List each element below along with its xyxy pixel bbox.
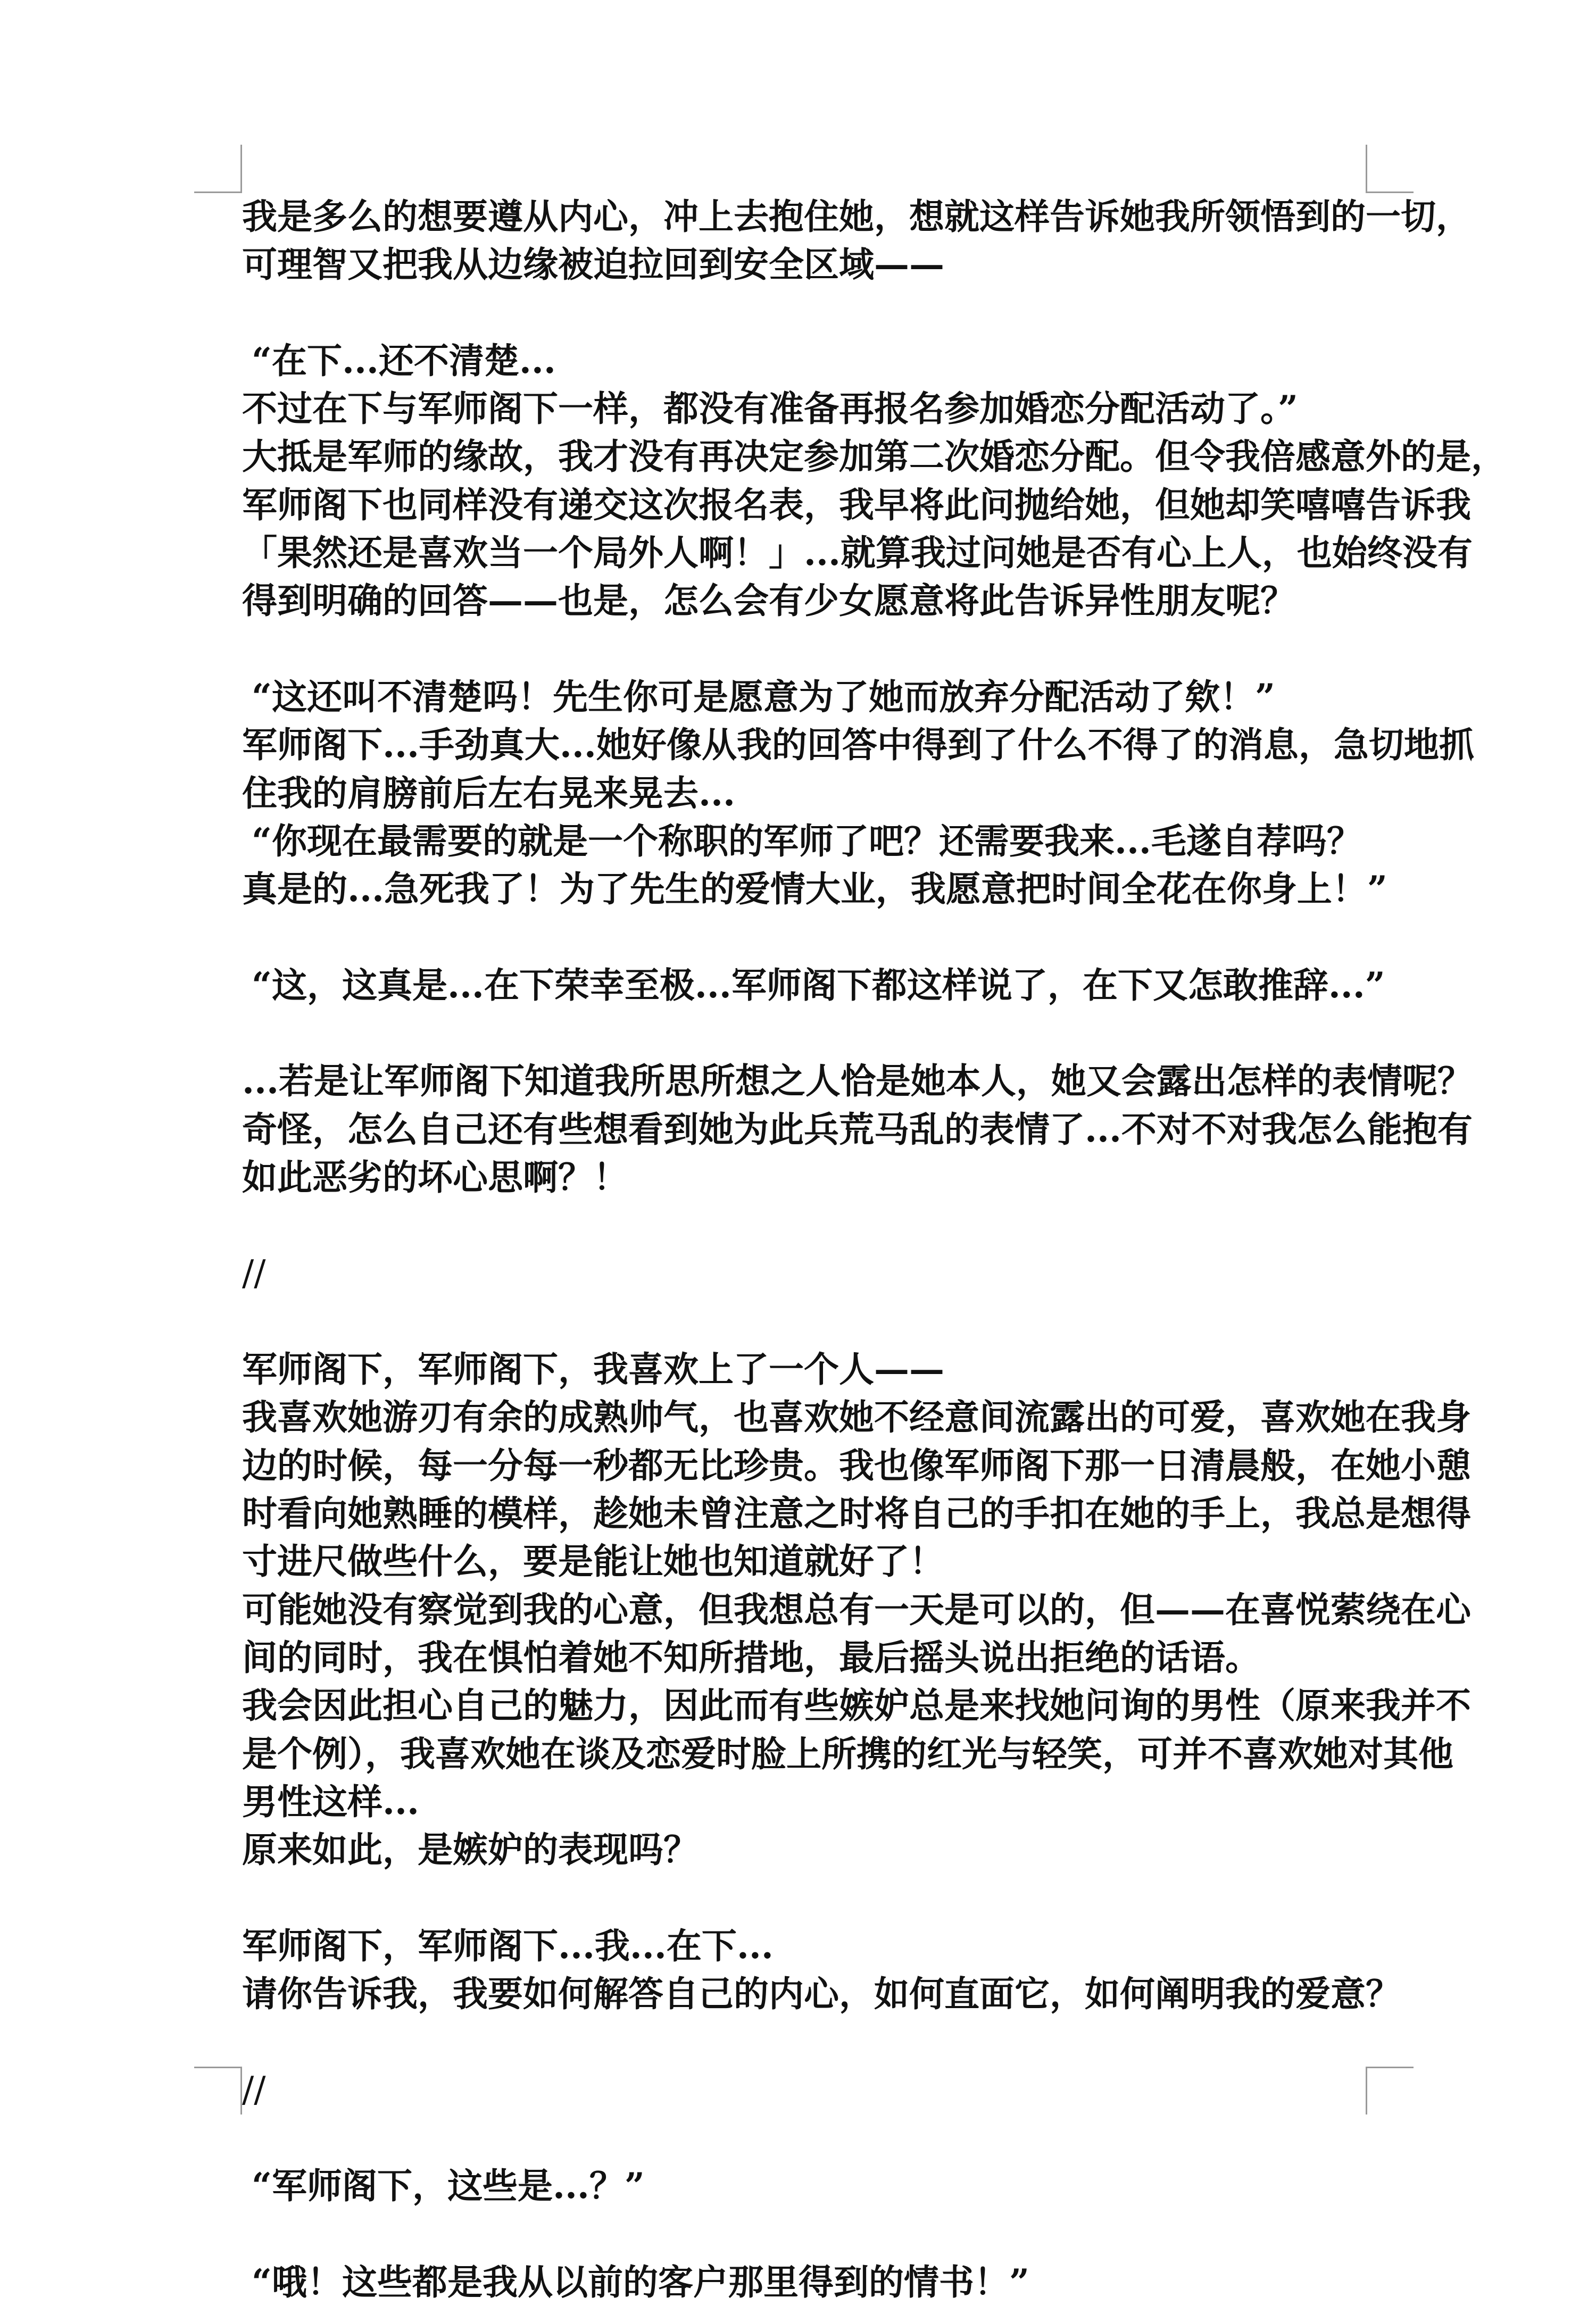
blank-line (242, 2018, 1370, 2066)
text-line: 可理智又把我从边缘被迫拉回到安全区域—— (242, 244, 944, 286)
blank-line (242, 625, 1370, 673)
text-line: 住我的肩膀前后左右晃来晃去... (242, 772, 735, 814)
text-line: 不过在下与军师阁下一样，都没有准备再报名参加婚恋分配活动了。” (242, 388, 1298, 430)
text-line: 可能她没有察觉到我的心意，但我想总有一天是可以的，但——在喜悦萦绕在心 (242, 1588, 1471, 1630)
text-line: “这，这真是...在下荣幸至极...军师阁下都这样说了，在下又怎敢推辞...” (252, 964, 1385, 1006)
text-line: 大抵是军师的缘故，我才没有再决定参加第二次婚恋分配。但令我倍感意外的是， (242, 436, 1506, 478)
text-line: 我是多么的想要遵从内心，冲上去抱住她，想就这样告诉她我所领悟到的一切， (242, 196, 1471, 237)
text-line: “你现在最需要的就是一个称职的军师了吧？还需要我来...毛遂自荐吗？ (252, 820, 1362, 862)
text-line: 间的同时，我在惧怕着她不知所措地，最后摇头说出拒绝的话语。 (242, 1636, 1260, 1678)
text-line: 原来如此，是嫉妒的表现吗？ (242, 1829, 699, 1871)
text-line: 男性这样... (242, 1780, 419, 1822)
text-line: 请你告诉我，我要如何解答自己的内心，如何直面它，如何阐明我的爱意？ (242, 1972, 1401, 2014)
crop-mark-top-left-vertical (240, 145, 242, 193)
text-line: “军师阁下，这些是...？” (252, 2165, 645, 2207)
text-line: 时看向她熟睡的模样，趁她未曾注意之时将自己的手扣在她的手上，我总是想得 (242, 1493, 1471, 1535)
crop-mark-bottom-right-horizontal (1366, 2067, 1414, 2068)
text-line: “哦！这些都是我从以前的客户那里得到的情书！” (252, 2261, 1029, 2303)
blank-line (242, 1201, 1370, 1249)
text-line: 奇怪，怎么自己还有些想看到她为此兵荒马乱的表情了...不对不对我怎么能抱有 (242, 1108, 1473, 1150)
crop-mark-top-right-horizontal (1366, 192, 1414, 193)
crop-mark-top-left-horizontal (194, 192, 242, 193)
text-line: 军师阁下也同样没有递交这次报名表，我早将此问抛给她，但她却笑嘻嘻告诉我 (242, 484, 1471, 526)
crop-mark-top-right-vertical (1366, 145, 1367, 193)
blank-line (242, 1297, 1370, 1345)
text-line: 寸进尺做些什么，要是能让她也知道就好了！ (242, 1541, 944, 1583)
document-body (242, 193, 1506, 2306)
text-line: “在下...还不清楚... (252, 339, 556, 381)
section-separator: // (242, 2069, 266, 2110)
blank-line (242, 1009, 1370, 1057)
blank-line (242, 2210, 1370, 2258)
text-line: 军师阁下...手劲真大...她好像从我的回答中得到了什么不得了的消息，急切地抓 (242, 724, 1474, 766)
text-line: 是个例），我喜欢她在谈及恋爱时脸上所携的红光与轻笑，可并不喜欢她对其他 (242, 1733, 1453, 1775)
text-line: 我喜欢她游刃有余的成熟帅气，也喜欢她不经意间流露出的可爱，喜欢她在我身 (242, 1396, 1471, 1438)
text-line: 我会因此担心自己的魅力，因此而有些嫉妒总是来找她问询的男性（原来我并不 (242, 1685, 1471, 1727)
blank-line (242, 1874, 1370, 1921)
crop-mark-bottom-left-horizontal (194, 2067, 242, 2068)
section-separator: // (242, 1252, 266, 1294)
text-line: 得到明确的回答——也是，怎么会有少女愿意将此告诉异性朋友呢？ (242, 580, 1295, 622)
text-line: 如此恶劣的坏心思啊？！ (242, 1156, 628, 1198)
blank-line (242, 2114, 1370, 2162)
blank-line (242, 913, 1370, 961)
text-line: “这还叫不清楚吗！先生你可是愿意为了她而放弃分配活动了欸！” (252, 676, 1275, 718)
text-line: 「果然还是喜欢当一个局外人啊！」...就算我过问她是否有心上人，也始终没有 (242, 532, 1473, 574)
text-line: 军师阁下，军师阁下，我喜欢上了一个人—— (242, 1348, 944, 1391)
text-line: 边的时候，每一分每一秒都无比珍贵。我也像军师阁下那一日清晨般，在她小憩 (242, 1444, 1471, 1486)
text-line: 真是的...急死我了！为了先生的爱情大业，我愿意把时间全花在你身上！” (242, 868, 1387, 910)
text-line: ...若是让军师阁下知道我所思所想之人恰是她本人，她又会露出怎样的表情呢？ (242, 1060, 1473, 1102)
blank-line (242, 289, 1370, 337)
text-line: 军师阁下，军师阁下...我...在下... (242, 1925, 774, 1967)
